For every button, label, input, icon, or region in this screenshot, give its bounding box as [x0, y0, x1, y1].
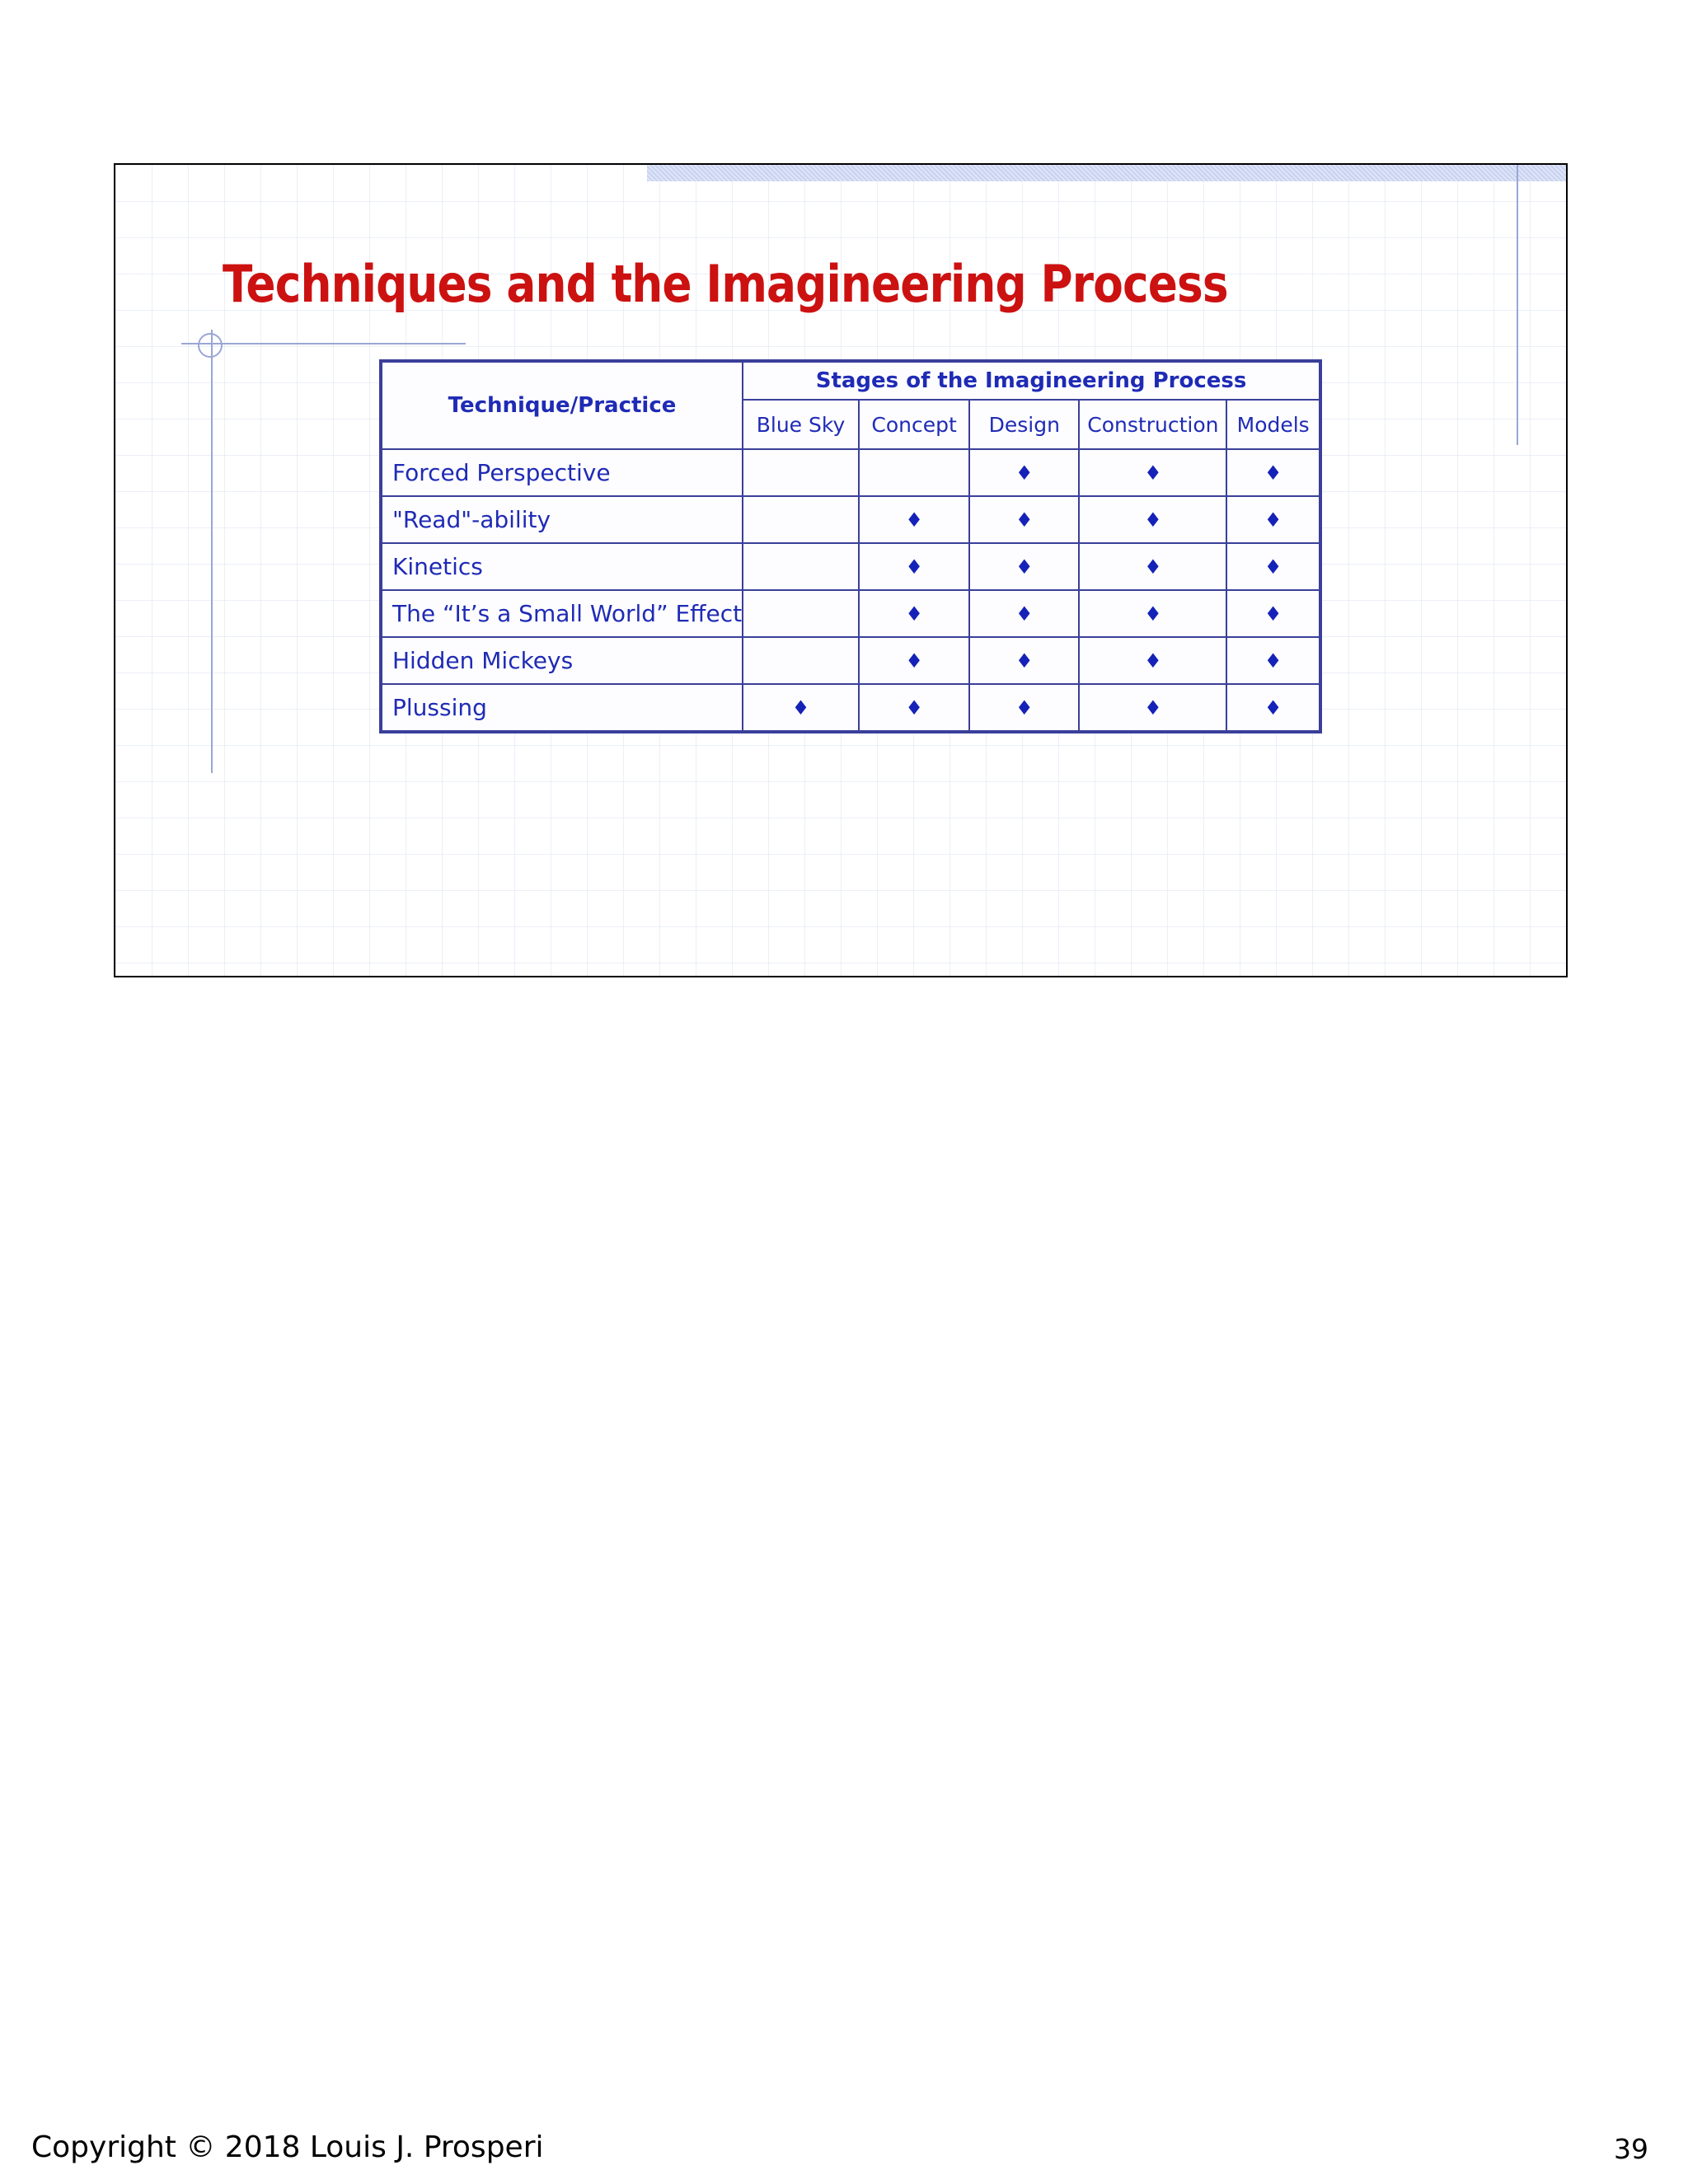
- empty-cell: [743, 543, 859, 590]
- slide-title: Techniques and the Imagineering Process: [223, 254, 1228, 314]
- decorative-top-band: [647, 165, 1566, 181]
- decorative-circle: [198, 333, 223, 358]
- technique-label: "Read"-ability: [381, 496, 743, 543]
- decorative-line: [1517, 165, 1518, 445]
- empty-cell: [743, 449, 859, 496]
- diamond-marker-icon: ♦: [969, 590, 1079, 637]
- diamond-marker-icon: ♦: [1226, 496, 1320, 543]
- technique-label: Plussing: [381, 684, 743, 732]
- empty-cell: [743, 496, 859, 543]
- table-row: [381, 449, 1320, 496]
- diamond-marker-icon: ♦: [1079, 543, 1226, 590]
- copyright-footer: Copyright © 2018 Louis J. Prosperi: [31, 2130, 544, 2164]
- empty-cell: [743, 637, 859, 684]
- diamond-marker-icon: ♦: [1226, 637, 1320, 684]
- diamond-marker-icon: ♦: [969, 684, 1079, 732]
- diamond-marker-icon: ♦: [859, 590, 969, 637]
- diamond-marker-icon: ♦: [859, 496, 969, 543]
- technique-label: Kinetics: [381, 543, 743, 590]
- diamond-marker-icon: ♦: [859, 684, 969, 732]
- technique-column-header: Technique/Practice: [381, 361, 743, 449]
- diamond-marker-icon: ♦: [969, 637, 1079, 684]
- decorative-line: [181, 343, 466, 344]
- diamond-marker-icon: ♦: [1079, 449, 1226, 496]
- diamond-marker-icon: ♦: [859, 543, 969, 590]
- diamond-marker-icon: ♦: [969, 543, 1079, 590]
- diamond-marker-icon: ♦: [1079, 684, 1226, 732]
- page-number: 39: [1614, 2133, 1648, 2165]
- technique-label: Hidden Mickeys: [381, 637, 743, 684]
- diamond-marker-icon: ♦: [969, 449, 1079, 496]
- techniques-table-body: [381, 449, 1320, 732]
- table-row: [381, 590, 1320, 637]
- technique-label: The “It’s a Small World” Effect: [381, 590, 743, 637]
- diamond-marker-icon: ♦: [969, 496, 1079, 543]
- diamond-marker-icon: ♦: [1226, 590, 1320, 637]
- stage-header-blue-sky: Blue Sky: [743, 400, 859, 449]
- stages-group-header: Stages of the Imagineering Process: [743, 361, 1320, 400]
- table-row: [381, 496, 1320, 543]
- diamond-marker-icon: ♦: [1226, 449, 1320, 496]
- table-row: [381, 637, 1320, 684]
- table-row: [381, 543, 1320, 590]
- stage-header-models: Models: [1226, 400, 1320, 449]
- decorative-line: [211, 330, 213, 773]
- empty-cell: [743, 590, 859, 637]
- diamond-marker-icon: ♦: [1226, 543, 1320, 590]
- slide-frame: [114, 163, 1568, 977]
- diamond-marker-icon: ♦: [1226, 684, 1320, 732]
- diamond-marker-icon: ♦: [1079, 637, 1226, 684]
- diamond-marker-icon: ♦: [1079, 590, 1226, 637]
- table-row: [381, 684, 1320, 732]
- diamond-marker-icon: ♦: [1079, 496, 1226, 543]
- stage-header-design: Design: [969, 400, 1079, 449]
- stage-header-concept: Concept: [859, 400, 969, 449]
- diamond-marker-icon: ♦: [859, 637, 969, 684]
- techniques-table: [379, 359, 1322, 733]
- empty-cell: [859, 449, 969, 496]
- technique-label: Forced Perspective: [381, 449, 743, 496]
- diamond-marker-icon: ♦: [743, 684, 859, 732]
- stage-header-construction: Construction: [1079, 400, 1226, 449]
